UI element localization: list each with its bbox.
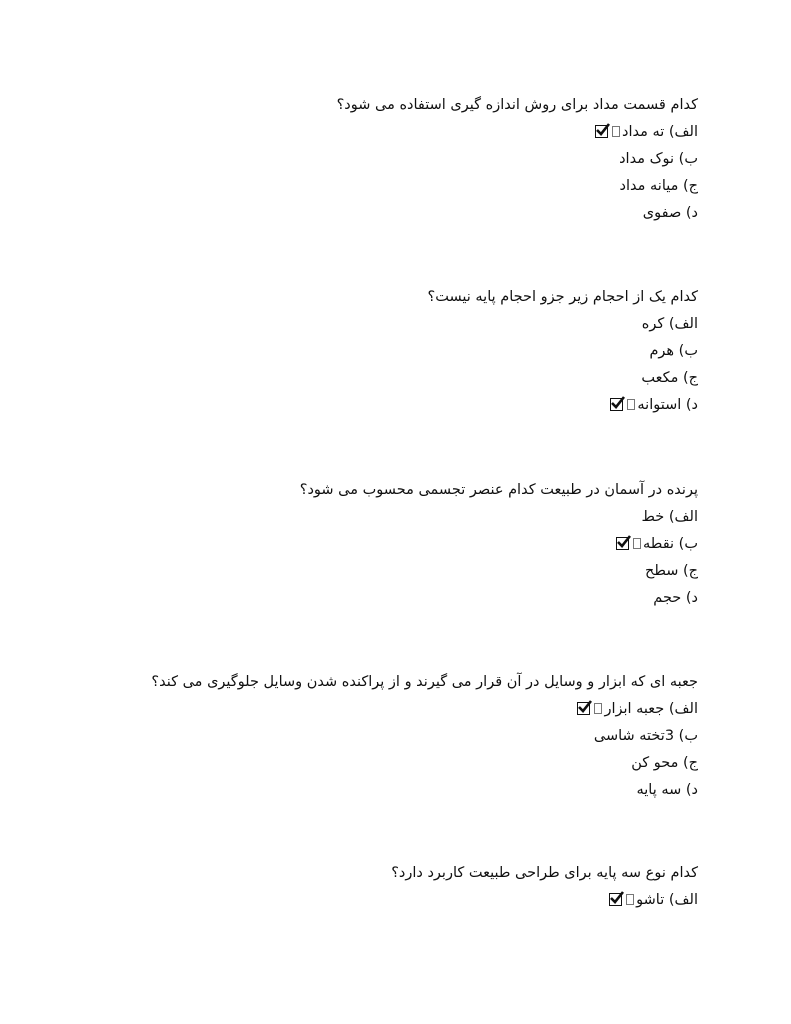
question-3: [78, 477, 698, 612]
empty-box-icon: [627, 399, 635, 410]
option: [78, 585, 698, 612]
option-label: الف) کره: [641, 316, 698, 332]
option-label: د) سه پایه: [636, 782, 698, 798]
check-box-icon: [610, 398, 623, 411]
empty-box-icon: [626, 894, 634, 905]
option: [78, 173, 698, 200]
question-title: جعبه ای که ابزار و وسایل در آن قرار می گیرند و از پراکنده شدن وسایل جلوگیری می کند؟: [151, 674, 698, 690]
option-label: د) حجم: [653, 590, 698, 606]
option: [78, 338, 698, 365]
option-label: الف) جعبه ابزار: [604, 701, 698, 717]
option: [78, 365, 698, 392]
question-title: کدام قسمت مداد برای روش اندازه گیری استفاده می شود؟: [336, 97, 698, 113]
option: [78, 723, 698, 750]
empty-box-icon: [594, 703, 602, 714]
question-title: کدام نوع سه پایه برای طراحی طبیعت کاربرد دارد؟: [391, 865, 698, 881]
question-title: کدام یک از احجام زیر جزو احجام پایه نیست؟: [427, 289, 698, 305]
option: [78, 750, 698, 777]
option: [78, 531, 698, 558]
option-label: ج) میانه مداد: [619, 178, 698, 194]
empty-box-icon: [612, 126, 620, 137]
option: [78, 504, 698, 531]
question-4: [78, 669, 698, 804]
option: [78, 200, 698, 227]
option: [78, 392, 698, 419]
option-label: ب) نقطه: [643, 536, 698, 552]
option-label: الف) ته مداد: [621, 124, 698, 140]
check-box-icon: [577, 702, 590, 715]
question-1: [78, 92, 698, 227]
option-label: ب) 3تخته شاسی: [593, 728, 698, 744]
option: [78, 777, 698, 804]
option: [78, 119, 698, 146]
option: [78, 887, 698, 914]
option-label: ج) محو کن: [631, 755, 698, 771]
question-5: [78, 860, 698, 914]
option-label: ب) هرم: [649, 343, 698, 359]
option-label: ج) سطح: [644, 563, 698, 579]
check-box-icon: [616, 537, 629, 550]
option: [78, 558, 698, 585]
option-label: د) صفوی: [642, 205, 698, 221]
option-label: د) استوانه: [637, 397, 698, 413]
option-label: ج) مکعب: [641, 370, 698, 386]
question-2: [78, 284, 698, 419]
option: [78, 696, 698, 723]
option-label: الف) خط: [641, 509, 698, 525]
check-box-icon: [609, 893, 622, 906]
question-title: پرنده در آسمان در طبیعت کدام عنصر تجسمی محسوب می شود؟: [299, 482, 698, 498]
empty-box-icon: [633, 538, 641, 549]
option-label: الف) تاشو: [636, 892, 698, 908]
check-box-icon: [595, 125, 608, 138]
option: [78, 311, 698, 338]
option-label: ب) نوک مداد: [619, 151, 698, 167]
option: [78, 146, 698, 173]
